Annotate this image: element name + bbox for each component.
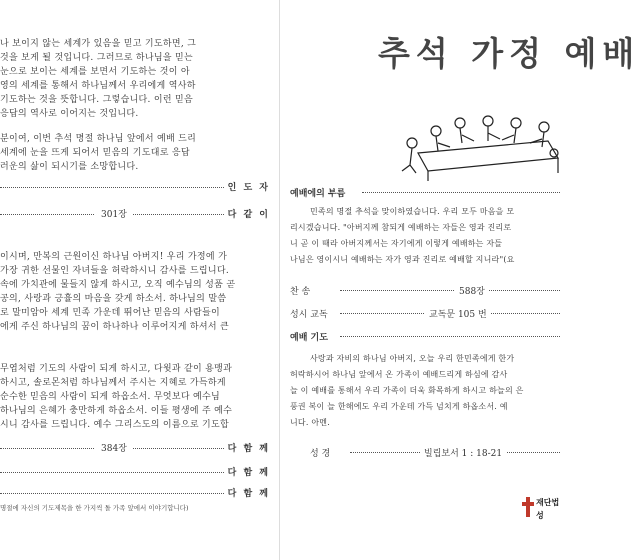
text-line: 분이여, 이번 추석 명절 하나님 앞에서 예배 드리: [0, 134, 197, 144]
footnote: 명절에 자신의 기도제목을 한 가지씩 돌 가족 앞에서 이야기합니다): [0, 504, 189, 512]
text-line: 러운의 삶이 되시기를 소망합니다.: [0, 162, 139, 172]
prayer-paragraph-1: [0, 250, 235, 334]
text-line: 이시며, 만복의 근원이신 하나님 아버지! 우리 가정에 가: [0, 252, 228, 262]
all-together-label: 다 함 께: [225, 441, 270, 454]
hymn-label: 찬 송: [290, 287, 311, 297]
text-line: 공의, 사랑과 긍휼의 마음을 갖게 하소서. 하나님의 말씀: [0, 294, 227, 304]
prayer-label: 예배 기도: [290, 333, 328, 343]
leader-label: 인 도 자: [225, 180, 270, 193]
prayer-paragraph-2: [0, 362, 232, 432]
hymn2-number: 384장: [95, 441, 133, 454]
text-line: 늘 이 예배를 통해서 우리 가족이 더욱 화목하게 하시고 하늘의 은: [290, 386, 524, 395]
leader-row: [0, 180, 272, 194]
hymn2-row: [0, 441, 272, 455]
text-line: 눈으로 보이는 세계를 보면서 기도하는 것이 아: [0, 67, 190, 77]
dotted-leader: [0, 187, 232, 188]
all-together-label: 다 함 께: [225, 486, 270, 499]
scripture-label: 성 경: [310, 449, 331, 459]
intro-paragraph: [0, 37, 196, 121]
prayer-text: [290, 351, 524, 431]
dotted-leader: [362, 192, 560, 193]
call-to-worship-text: [290, 204, 515, 268]
scripture-value: 빌립보서 1 : 18-21: [420, 446, 506, 459]
text-line: 것을 보게 될 것입니다. 그러므로 하나님을 믿는: [0, 53, 194, 63]
publisher-name-line1: 재단법: [536, 497, 560, 507]
hymn-row: [0, 207, 272, 221]
family-table-illustration: [398, 113, 560, 183]
text-line: 하나님의 은혜가 충만하게 하옵소서. 이들 평생에 주 예수: [0, 406, 233, 416]
creed-label: 성시 교독: [290, 310, 328, 320]
text-line: 허락하시어 하나님 앞에서 온 가족이 예배드리게 하심에 감사: [290, 370, 508, 379]
text-line: 풍권 복이 늘 한해에도 우리 가운데 가득 넘치게 하옵소서. 예: [290, 402, 508, 411]
hymn-number: 588장: [455, 284, 489, 297]
text-line: 순수한 믿음의 사람이 되게 하옵소서. 무엇보다 예수님: [0, 392, 220, 402]
text-line: 기도하는 것을 뜻합니다. 그렇습니다. 이런 믿음: [0, 95, 194, 105]
page-title: 추석 가정 예배: [378, 34, 640, 73]
text-line: 응답의 역사로 이어지는 것입니다.: [0, 109, 139, 119]
dotted-leader: [0, 493, 232, 494]
hymn-performer-label: 다 같 이: [225, 207, 270, 220]
all-row-3: [0, 486, 272, 500]
text-line: 로 말미암아 세계 민족 가운데 뛰어난 믿음의 사람들이: [0, 308, 220, 318]
text-line: 나 보이지 않는 세계가 있음을 믿고 기도하면, 그: [0, 39, 197, 49]
right-page: [280, 0, 640, 560]
publisher-name-line2: 성: [536, 510, 544, 520]
left-page: [0, 0, 280, 560]
all-row-2: [0, 465, 272, 479]
text-line: 리시겠습니다. "아버지께 참되게 예배하는 자들은 영과 진리로: [290, 223, 512, 232]
text-line: 민족의 명절 추석을 맞이하였습니다. 우리 모두 마음을 모: [310, 207, 515, 216]
call-to-worship-label: 예배에의 부름: [290, 189, 346, 199]
text-line: 나님은 영이시니 예배하는 자가 영과 진리로 예배할 지니라"(요: [290, 255, 515, 264]
text-line: 무엽처럼 기도의 사람이 되게 하시고, 다윗과 같이 용맹과: [0, 364, 233, 374]
text-line: 세계에 눈을 뜨게 되어서 믿음의 기도대로 응답: [0, 148, 190, 158]
text-line: 가장 귀한 선물인 자녀들을 허락하시니 감사를 드립니다.: [0, 266, 229, 276]
closing-paragraph: [0, 132, 196, 174]
cross-logo-icon: [522, 497, 534, 517]
text-line: 에게 주신 하나님의 꿈이 하나하나 이루어지게 하셔서 큰: [0, 322, 229, 332]
text-line: 하시고, 솔로몬처럼 하나님께서 주시는 지혜로 가득하게: [0, 378, 226, 388]
text-line: 사랑과 자비의 하나님 아버지, 오늘 우리 한민족에게 한가: [310, 354, 515, 363]
all-together-label: 다 함 께: [225, 465, 270, 478]
text-line: 니다. 아멘.: [290, 418, 330, 427]
dotted-leader: [340, 290, 560, 291]
text-line: 속에 가치관에 물들지 않게 하시고, 오직 예수님의 성품 곧: [0, 280, 236, 290]
hymn-number: 301장: [95, 207, 133, 220]
dotted-leader: [340, 336, 560, 337]
text-line: 니 곧 이 때라 아버지께서는 자기에게 이렇게 예배하는 자들: [290, 239, 503, 248]
dotted-leader: [0, 472, 232, 473]
text-line: 시니 감사를 드립니다. 예수 그리스도의 이름으로 기도합: [0, 420, 229, 430]
creed-value: 교독문 105 번: [425, 307, 491, 320]
text-line: 영의 세계를 통해서 하나님께서 우리에게 역사하: [0, 81, 196, 91]
